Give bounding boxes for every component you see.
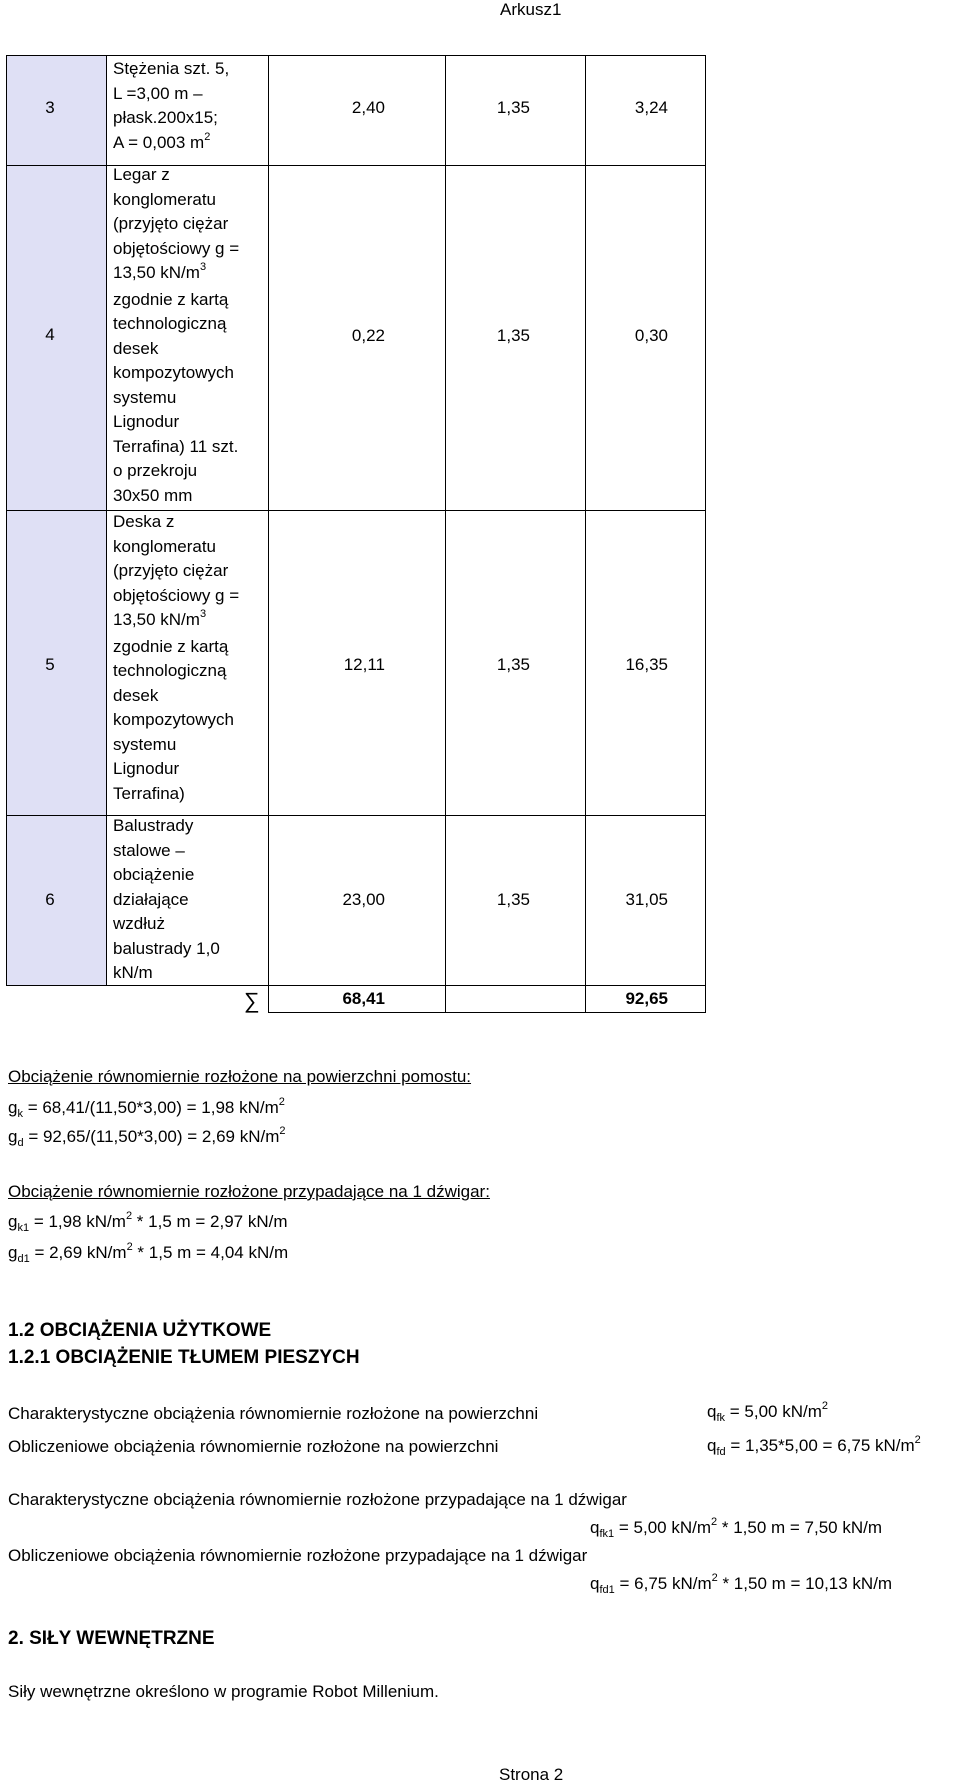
girder-load-title: Obciążenie równomiernie rozłożone przypadające na 1 dźwigar: xyxy=(8,1182,490,1201)
char-load-label: Charakterystyczne obciążenia równomiernie rozłożone na powierzchni xyxy=(8,1404,539,1423)
sheet-name: Arkusz1 xyxy=(500,0,562,19)
row-value-characteristic: 0,22 xyxy=(351,326,385,345)
col-border xyxy=(106,55,107,985)
girder-load-gd1: $g_{d1} = 2,69$ $kN/m^2 * 1,5$ m = 4,04 kN/m xyxy=(8,1241,289,1265)
row-number: 3 xyxy=(45,98,55,117)
col-border xyxy=(445,55,446,1013)
row-border xyxy=(6,815,705,816)
calc-load-value: $q_{fd} = 1,35*5,00 = 6,75$ $kN/m^2$ xyxy=(707,1434,921,1458)
section-heading: 1.2 OBCIĄŻENIA UŻYTKOWE xyxy=(8,1320,272,1341)
col-border xyxy=(585,55,586,1013)
row-value-design: 16,35 xyxy=(625,655,668,674)
row-value-design: 31,05 xyxy=(625,890,668,909)
col-border xyxy=(6,55,7,985)
sum-border xyxy=(268,1012,706,1013)
row-value-characteristic: 23,00 xyxy=(342,890,385,909)
col-border xyxy=(705,55,706,1013)
row-border xyxy=(6,510,705,511)
row-number: 6 xyxy=(45,890,55,909)
sum-symbol: ∑ xyxy=(244,988,260,1013)
calc-load-label: Obliczeniowe obciążenia równomiernie rozłożone na powierzchni xyxy=(8,1437,499,1456)
row-number: 4 xyxy=(45,325,55,344)
char-girder-value: $q_{fk1} = 5,00$ $kN/m^2 * 1,50$ m = 7,50 kN/m xyxy=(590,1516,883,1540)
sum-value-design: 92,65 xyxy=(625,989,668,1008)
row-description: Balustrady stalowe – obciążenie działające wzdłuż balustrady 1,0 kN/m xyxy=(113,816,220,982)
page-number: Strona 2 xyxy=(499,1765,564,1784)
deck-load-title: Obciążenie równomiernie rozłożone na powierzchni pomostu: xyxy=(8,1067,472,1086)
row-description: Deska z konglomeratu (przyjęto ciężar objętościowy g = 13,50 $kN/m^3$ zgodnie z kartą technologiczną desek kompozytowych systemu Lignodur Terrafina) xyxy=(113,512,240,803)
row-factor: 1,35 xyxy=(496,326,530,345)
row-factor: 1,35 xyxy=(496,890,530,909)
row-description: Legar z konglomeratu (przyjęto ciężar objętościowy g = 13,50 $kN/m^3$ zgodnie z kartą technologiczną desek kompozytowych systemu Lignodur Terrafina) 11 szt. o przekroju 30x50 mm xyxy=(113,165,240,505)
section-text: Siły wewnętrzne określono w programie Robot Millenium. xyxy=(8,1682,439,1701)
lp-cell-shading xyxy=(6,56,106,985)
char-girder-label: Charakterystyczne obciążenia równomiernie rozłożone przypadające na 1 dźwigar xyxy=(8,1490,627,1509)
calc-girder-label: Obliczeniowe obciążenia równomiernie rozłożone przypadające na 1 dźwigar xyxy=(8,1546,588,1565)
section-subheading: 1.2.1 OBCIĄŻENIE TŁUMEM PIESZYCH xyxy=(8,1347,360,1368)
row-description: Stężenia szt. 5, L =3,00 m – płask.200x15; A = 0,003 $m^2$ xyxy=(113,59,230,152)
row-value-characteristic: 2,40 xyxy=(351,98,385,117)
row-value-design: 0,30 xyxy=(634,326,668,345)
sum-value-characteristic: 68,41 xyxy=(342,989,385,1008)
row-border xyxy=(6,55,705,56)
row-value-characteristic: 12,11 xyxy=(343,655,385,674)
row-value-design: 3,24 xyxy=(634,98,668,117)
col-border xyxy=(268,55,269,1013)
row-border xyxy=(6,985,705,986)
row-number: 5 xyxy=(45,655,55,674)
section-heading: 2. SIŁY WEWNĘTRZNE xyxy=(8,1628,215,1649)
deck-load-gk: $g_k = 68,41/(11,50*3,00) = 1,98$ $kN/m^2$ xyxy=(8,1096,285,1120)
row-border xyxy=(6,165,705,166)
girder-load-gk1: $g_{k1} = 1,98$ $kN/m^2 * 1,5$ m = 2,97 kN/m xyxy=(8,1210,288,1234)
char-load-value: $q_{fk} = 5,00$ $kN/m^2$ xyxy=(707,1400,829,1424)
row-factor: 1,35 xyxy=(496,655,530,674)
deck-load-gd: $g_d = 92,65/(11,50*3,00) = 2,69$ $kN/m^2$ xyxy=(8,1125,286,1149)
calc-girder-value: $q_{fd1} = 6,75$ $kN/m^2 * 1,50$ m = 10,13 kN/m xyxy=(590,1572,893,1596)
row-factor: 1,35 xyxy=(496,98,530,117)
